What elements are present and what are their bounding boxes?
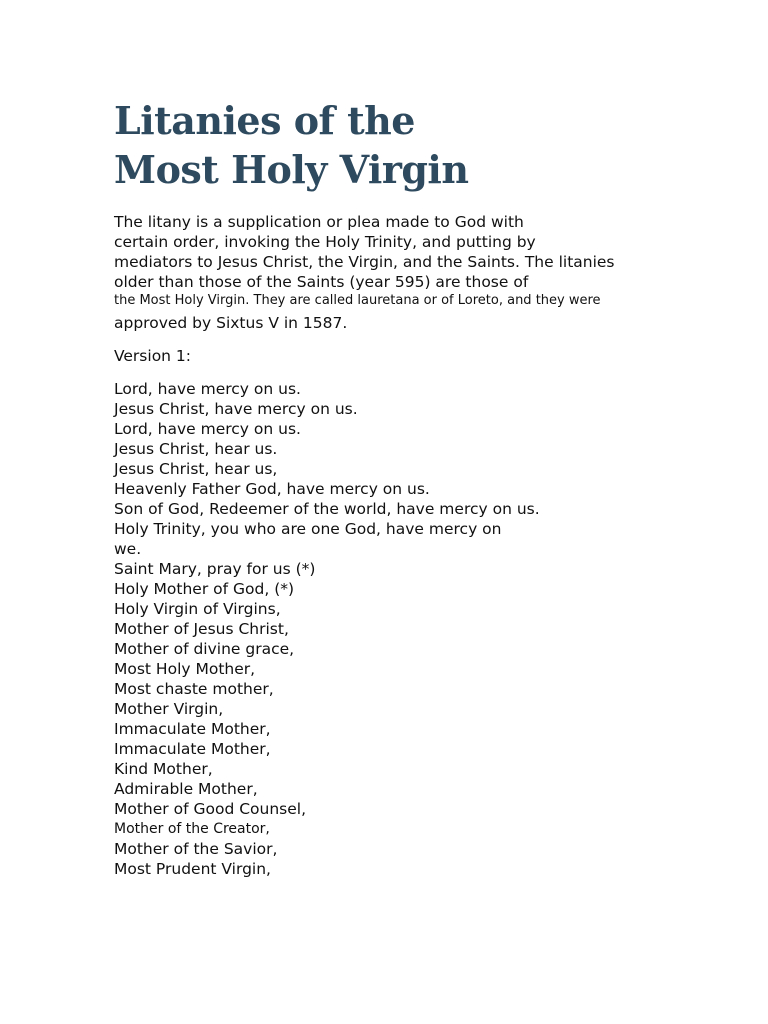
litany-line: Mother of Good Counsel,	[114, 800, 307, 818]
litany-line: Holy Mother of God, (*)	[114, 580, 295, 598]
litany-line: Lord, have mercy on us.	[114, 420, 301, 438]
intro-paragraph	[114, 212, 674, 336]
intro-line: The litany is a supplication or plea made to God with	[114, 213, 524, 231]
intro-line: certain order, invoking the Holy Trinity, and putting by	[114, 233, 536, 251]
litany-line: Jesus Christ, have mercy on us.	[114, 400, 358, 418]
litany-line: Most Prudent Virgin,	[114, 860, 271, 878]
litany-line: Mother of the Creator,	[114, 821, 270, 837]
litany-line: Holy Trinity, you who are one God, have mercy on	[114, 520, 502, 538]
litany-line: Immaculate Mother,	[114, 720, 271, 738]
litany-line: Jesus Christ, hear us.	[114, 440, 278, 458]
litany-line: Heavenly Father God, have mercy on us.	[114, 480, 430, 498]
title-line-1: Litanies of the	[114, 98, 415, 143]
litany-line: Son of God, Redeemer of the world, have mercy on us.	[114, 500, 540, 518]
litany-line: Saint Mary, pray for us (*)	[114, 560, 316, 578]
litany-line: Immaculate Mother,	[114, 740, 271, 758]
litany-line: Kind Mother,	[114, 760, 213, 778]
litany-line: we.	[114, 540, 142, 558]
litany-line: Mother of the Savior,	[114, 840, 278, 858]
document-page	[114, 96, 674, 879]
intro-line: older than those of the Saints (year 595) are those of	[114, 273, 529, 291]
litany-line: Most Holy Mother,	[114, 660, 256, 678]
litany-line: Most chaste mother,	[114, 680, 274, 698]
intro-line: the Most Holy Virgin. They are called lauretana or of Loreto, and they were	[114, 293, 601, 308]
litany-line: Mother of Jesus Christ,	[114, 620, 289, 638]
litany-line: Admirable Mother,	[114, 780, 258, 798]
litany-line: Mother Virgin,	[114, 700, 224, 718]
litany-line: Lord, have mercy on us.	[114, 380, 301, 398]
litany-line: Jesus Christ, hear us,	[114, 460, 278, 478]
title-line-2: Most Holy Virgin	[114, 147, 469, 192]
intro-line: mediators to Jesus Christ, the Virgin, and the Saints. The litanies	[114, 253, 615, 271]
litany-list	[114, 379, 674, 879]
intro-line: approved by Sixtus V in 1587.	[114, 314, 348, 332]
page-title	[114, 96, 674, 194]
version-label: Version 1:	[114, 347, 192, 365]
litany-line: Holy Virgin of Virgins,	[114, 600, 281, 618]
litany-line: Mother of divine grace,	[114, 640, 295, 658]
